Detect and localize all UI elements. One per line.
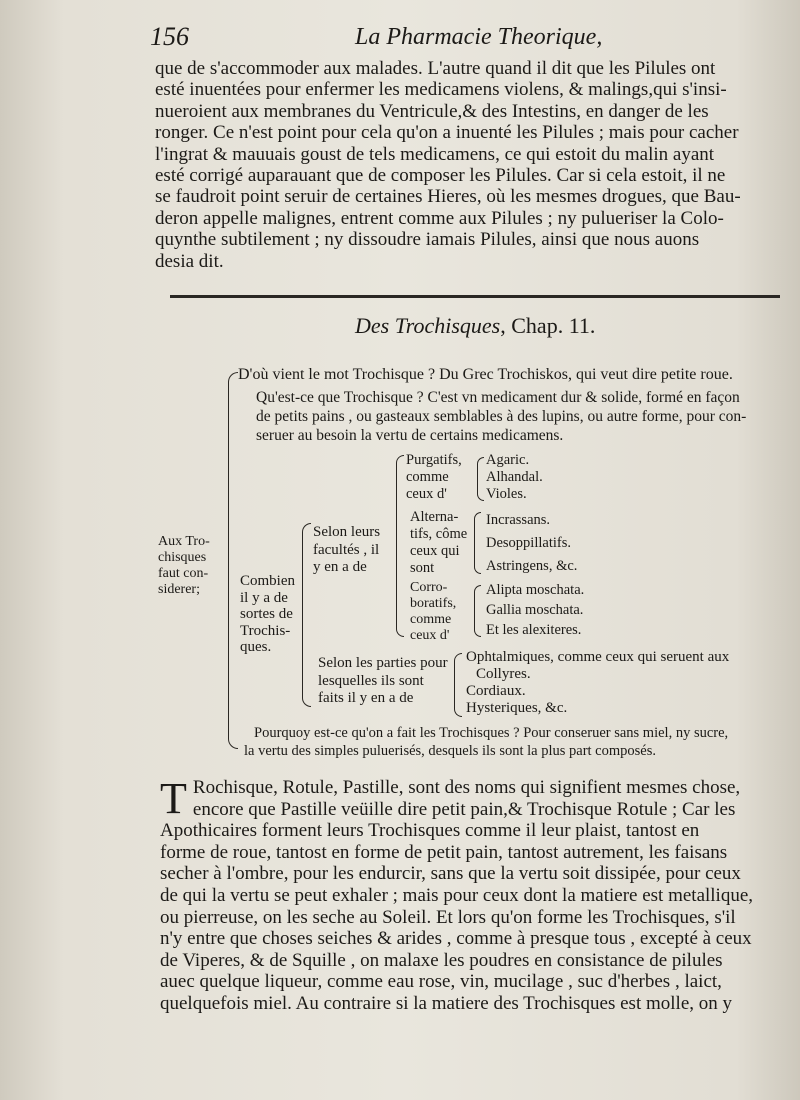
purgatifs-label [406, 452, 462, 503]
parties-line: lesquelles ils sont [318, 672, 424, 689]
combien-line: Trochis- [240, 622, 291, 639]
corroboratif-item: Gallia moschata. [486, 602, 584, 618]
running-title: La Pharmacie Theorique, [355, 24, 603, 50]
text-line: Rochisque, Rotule, Pastille, sont des noms qui signifient mesmes chose, [192, 777, 741, 798]
definition-line: seruer au besoin la vertu de certains medicamens. [256, 427, 564, 444]
text-line: n'y entre que choses seiches & arides , comme à presque tous , excepté à ceux [160, 928, 752, 950]
alternatifs-line: tifs, côme [410, 526, 468, 542]
page-header [150, 22, 760, 56]
combien-line: Combien [240, 573, 295, 589]
text-line: de Viperes, & de Squille , on malaxe les poudres en consistance de pilules [160, 949, 723, 971]
corroboratifs-items [486, 580, 584, 640]
text-line: Apothicaires forment leurs Trochisques comme il leur plaist, tantost en [160, 820, 700, 842]
root-label-line: chisques [158, 550, 207, 565]
root-label-line: faut con- [158, 566, 209, 581]
section-divider [170, 295, 780, 298]
purgatif-item: Violes. [486, 486, 527, 502]
text-line: esté corrigé auparauant que de composer les Pilules. Car si cela estoit, il ne [155, 165, 726, 187]
alternatifs-items [486, 509, 577, 578]
corroboratifs-line: ceux d' [410, 628, 450, 643]
text-line: nueroient aux membranes du Ventricule,& des Intestins, en danger de les [155, 100, 709, 122]
text-line: encore que Pastille veüille dire petit pain,& Trochisque Rotule ; Car les [192, 798, 736, 820]
facultes-line: Selon leurs [313, 524, 381, 540]
parties-line: Selon les parties pour [318, 655, 448, 671]
root-brace [228, 372, 238, 749]
text-line: forme de roue, tantost en forme de petit pain, tantost autrement, les faisans [160, 841, 728, 863]
combien-line: sortes de [240, 606, 293, 622]
chapter-title [355, 313, 595, 339]
root-label-line: Aux Tro- [158, 534, 210, 549]
root-label [158, 534, 210, 598]
purgatifs-line: ceux d' [406, 486, 447, 502]
parties-item: Cordiaux. [466, 683, 526, 699]
purgatif-item: Alhandal. [486, 469, 543, 485]
alternatifs-label [410, 509, 467, 577]
corroboratifs-line: Corro- [410, 580, 448, 595]
combien-brace [302, 523, 311, 707]
purgatifs-line: comme [406, 469, 449, 485]
alternatifs-line: ceux qui [410, 543, 460, 559]
facultes-line: y en a de [313, 559, 367, 575]
text-line: que de s'accommoder aux malades. L'autre quand il dit que les Pilules ont [155, 58, 716, 79]
alternatifs-brace [474, 512, 481, 574]
alternatifs-line: Alterna- [410, 509, 459, 525]
chapter-title-italic: Des Trochisques [355, 313, 501, 338]
text-line: quynthe subtilement ; ny dissoudre iamais Pilules, ainsi que nous auons [155, 229, 700, 251]
parties-item: Hysteriques, &c. [466, 700, 568, 716]
purgatif-item: Agaric. [486, 452, 530, 468]
corroboratifs-label [410, 580, 456, 644]
parties-line: faits il y en a de [318, 690, 414, 706]
corroboratifs-brace [474, 585, 481, 637]
chapter-title-number: , Chap. 11. [500, 313, 596, 338]
facultes-label [313, 524, 380, 577]
text-line: se faudroit point seruir de certaines Hieres, où les mesmes drogues, que Bau- [155, 186, 741, 208]
combien-label [240, 573, 295, 656]
purpose-line: Pourquoy est-ce qu'on a fait les Trochisques ? Pour conseruer sans miel, ny sucre, [254, 725, 729, 741]
alternatif-item: Astringens, &c. [486, 558, 578, 574]
text-line: ou pierreuse, on les seche au Soleil. Et lors qu'on forme les Trochisques, s'il [160, 906, 736, 928]
definition-line: Qu'est-ce que Trochisque ? C'est vn medicament dur & solide, formé en façon [256, 389, 740, 406]
purgatifs-brace [477, 457, 484, 501]
parties-item: Collyres. [476, 666, 531, 682]
facultes-brace [396, 455, 404, 637]
purgatifs-line: Purgatifs, [406, 452, 462, 468]
parties-brace [454, 653, 462, 717]
combien-line: ques. [240, 639, 272, 655]
page-number: 156 [150, 22, 189, 51]
top-paragraph [155, 58, 767, 272]
root-label-line: siderer; [158, 582, 200, 597]
definition-line: de petits pains , ou gasteaux semblables à des lupins, ou autre forme, pour con- [256, 408, 747, 425]
question-definition [256, 388, 746, 445]
question-etymology: D'où vient le mot Trochisque ? Du Grec Trochiskos, qui veut dire petite roue. [238, 366, 733, 383]
parties-label [318, 655, 448, 708]
parties-items [466, 649, 729, 717]
text-line: quelquefois miel. Au contraire si la matiere des Trochisques est molle, on y [160, 992, 733, 1014]
text-line: l'ingrat & mauuais goust de tels medicamens, ce qui estoit du malin ayant [155, 143, 715, 165]
alternatif-item: Desoppillatifs. [486, 535, 571, 551]
text-line: de qui la vertu se peut exhaler ; mais pour ceux dont la matiere est metallique, [160, 884, 754, 906]
bottom-paragraph [160, 774, 772, 1015]
combien-line: il y a de [240, 589, 288, 606]
text-line: auec quelque liqueur, comme eau rose, vin, mucilage , suc d'herbes , laict, [160, 971, 722, 993]
alternatifs-line: sont [410, 560, 435, 576]
corroboratif-item: Et les alexiteres. [486, 622, 582, 638]
corroboratif-item: Alipta moschata. [486, 582, 585, 598]
drop-cap: T [160, 774, 187, 823]
facultes-line: facultés , il [313, 541, 380, 558]
corroboratifs-line: comme [410, 612, 452, 627]
text-line: esté inuentées pour enfermer les medicamens violens, & malings,qui s'insi- [155, 79, 727, 101]
text-line: secher à l'ombre, pour les endurcir, sans que la vertu soit dissipée, pour ceux [160, 863, 741, 885]
question-purpose [244, 724, 728, 760]
purpose-line: la vertu des simples puluerisés, desquels ils sont la plus part composés. [244, 743, 656, 759]
alternatif-item: Incrassans. [486, 512, 551, 528]
parties-item: Ophtalmiques, comme ceux qui seruent aux [466, 649, 730, 665]
text-line: ronger. Ce n'est point pour cela qu'on a inuenté les Pilules ; mais pour cacher [155, 122, 739, 144]
corroboratifs-line: boratifs, [410, 596, 457, 611]
text-line: desia dit. [155, 250, 224, 272]
text-line: deron appelle malignes, entrent comme aux Pilules ; ny pulueriser la Colo- [155, 207, 724, 229]
purgatifs-items [486, 452, 543, 503]
